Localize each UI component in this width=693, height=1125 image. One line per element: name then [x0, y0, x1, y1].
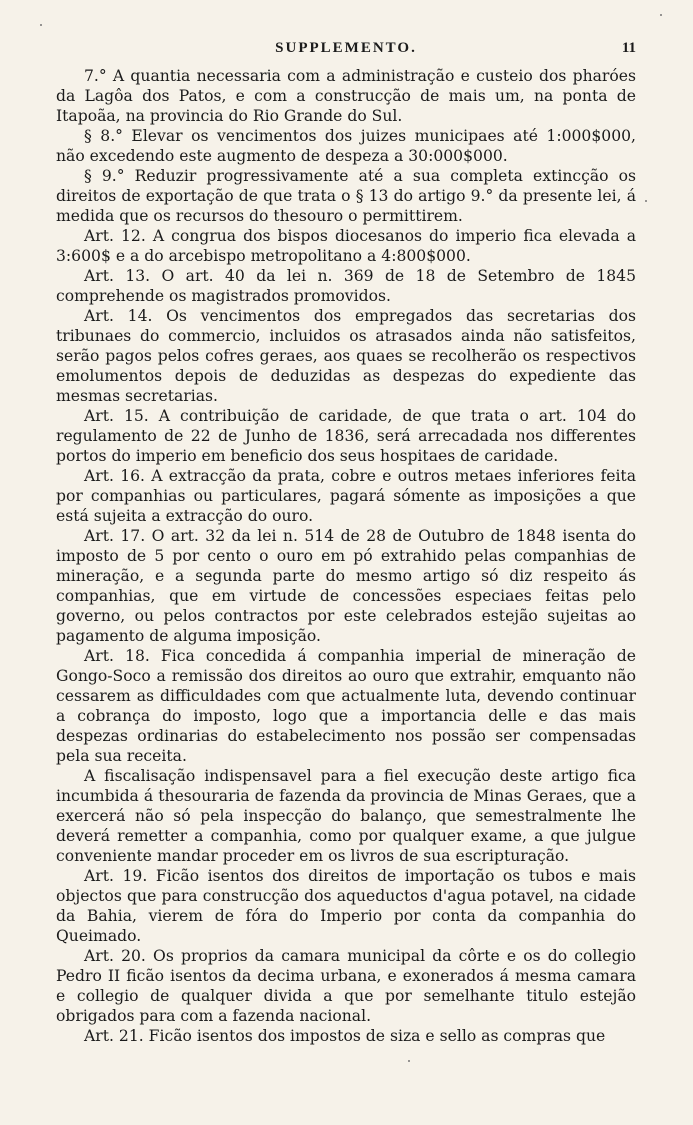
paragraph-item-7: 7.° A quantia necessaria com a administração e custeio dos pharóes da Lagôa dos Patos, e com a construcção de mais um, na ponta de Itapoãa, na provincia do Rio Grande do Sul.	[56, 67, 636, 125]
paragraph-art-12: Art. 12. A congrua dos bispos diocesanos do imperio fica elevada a 3:600$ e a do arcebispo metropolitano a 4:800$000.	[56, 227, 636, 265]
paragraph-art-14: Art. 14. Os vencimentos dos empregados das secretarias dos tribunaes do commercio, incluidos os atrasados ainda não satisfeitos, serão pagos pelos cofres geraes, aos quaes se recolherão os respectivos emolumentos depois de deduzidas as despezas do expediente das mesmas secretarias.	[56, 307, 636, 405]
paragraph-section-9: § 9.° Reduzir progressivamente até a sua completa extincção os direitos de exportação de que trata o § 13 do artigo 9.° da presente lei, á medida que os recursos do thesouro o permittirem.	[56, 167, 636, 225]
running-title: SUPPLEMENTO.	[275, 40, 417, 56]
paragraph-art-15: Art. 15. A contribuição de caridade, de que trata o art. 104 do regulamento de 22 de Junho de 1836, será arrecadada nos differentes portos do imperio em beneficio dos seus hospitaes de caridade.	[56, 407, 636, 465]
paper-speck	[40, 24, 42, 26]
paper-speck	[645, 200, 647, 202]
paper-speck	[408, 1060, 410, 1062]
paragraph-art-19: Art. 19. Ficão isentos dos direitos de importação os tubos e mais objectos que para construcção dos aqueductos d'agua potavel, na cidade da Bahia, vierem de fóra do Imperio por conta da companhia do Queimado.	[56, 867, 636, 945]
paragraph-art-18: Art. 18. Fica concedida á companhia imperial de mineração de Gongo-Soco a remissão dos direitos ao ouro que extrahir, emquanto não cessarem as difficuldades com que actualmente luta, devendo continuar a cobrança do imposto, logo que a importancia delle e das mais despezas ordinarias do estabelecimento nos possão ser compensadas pela sua receita.	[56, 647, 636, 765]
document-page	[56, 40, 636, 1046]
running-header	[56, 40, 636, 66]
paragraph-art-13: Art. 13. O art. 40 da lei n. 369 de 18 de Setembro de 1845 comprehende os magistrados promovidos.	[56, 267, 636, 305]
paragraph-art-20: Art. 20. Os proprios da camara municipal da côrte e os do collegio Pedro II ficão isentos da decima urbana, e exonerados á mesma camara e collegio de qualquer divida a que por semelhante titulo estejão obrigados para com a fazenda nacional.	[56, 947, 636, 1025]
paragraph-art-16: Art. 16. A extracção da prata, cobre e outros metaes inferiores feita por companhias ou particulares, pagará sómente as imposições a que está sujeita a extracção do ouro.	[56, 467, 636, 525]
paragraph-section-8: § 8.° Elevar os vencimentos dos juizes municipaes até 1:000$000, não excedendo este augmento de despeza a 30:000$000.	[56, 127, 636, 165]
paper-speck	[660, 14, 662, 16]
page-number: 11	[621, 40, 636, 56]
paragraph-art-18-fiscalisation: A fiscalisação indispensavel para a fiel execução deste artigo fica incumbida á thesouraria de fazenda da provincia de Minas Geraes, que a exercerá não só pela inspecção do balanço, que semestralmente lhe deverá remetter a companhia, como por qualquer exame, a que julgue conveniente mandar proceder em os livros de sua escripturação.	[56, 767, 636, 865]
paragraph-art-17: Art. 17. O art. 32 da lei n. 514 de 28 de Outubro de 1848 isenta do imposto de 5 por cento o ouro em pó extrahido pelas companhias de mineração, e a segunda parte do mesmo artigo só diz respeito ás companhias, que em virtude de concessões especiaes feitas pelo governo, ou pelos contractos por este celebrados estejão sujeitas ao pagamento de alguma imposição.	[56, 527, 636, 645]
paragraph-art-21: Art. 21. Ficão isentos dos impostos de siza e sello as compras que	[84, 1027, 606, 1045]
